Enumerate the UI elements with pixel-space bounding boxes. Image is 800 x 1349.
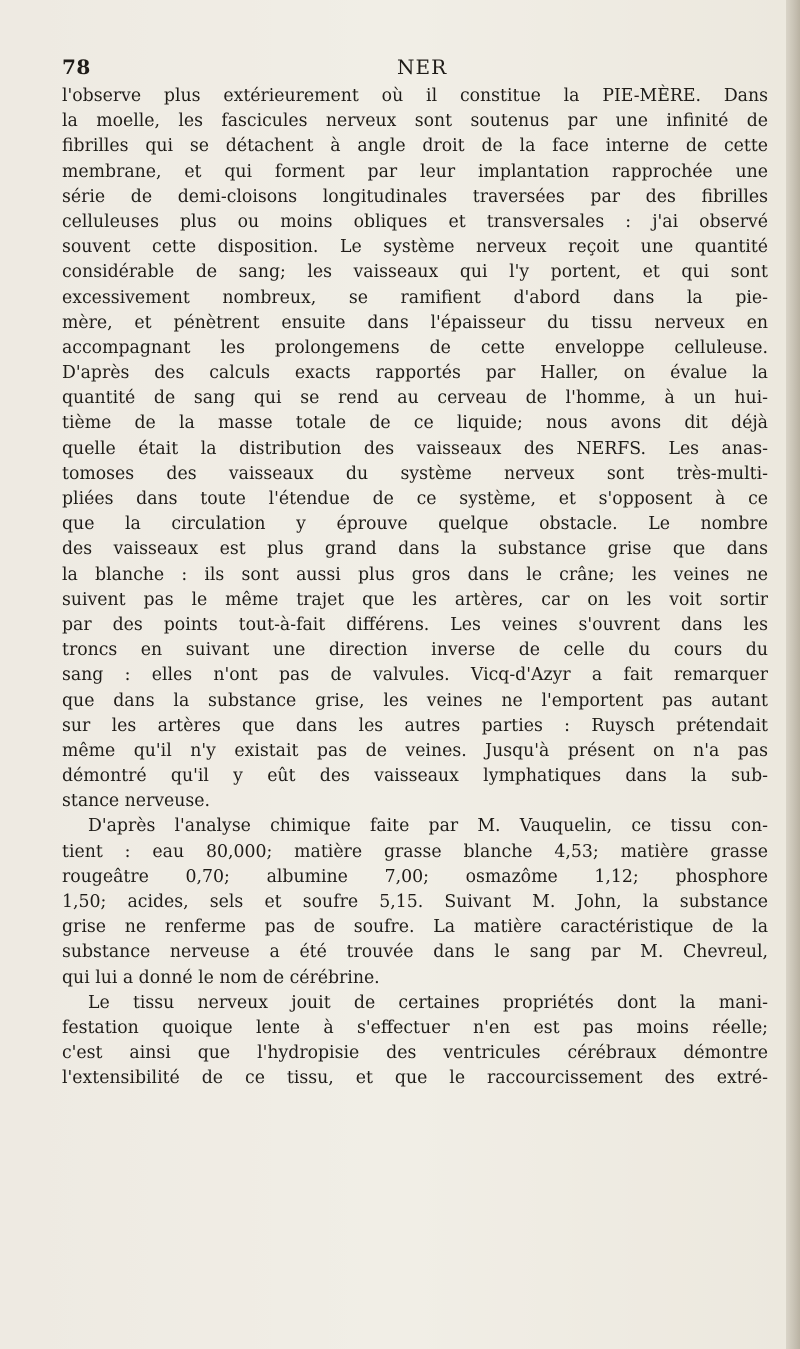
- paragraph-end-line: qui lui a donné le nom de cérébrine.: [62, 967, 380, 988]
- page-number: 78: [62, 55, 91, 79]
- text-line: accompagnant les prolongemens de cette enveloppe celluleuse.: [62, 337, 768, 358]
- text-line: c'est ainsi que l'hydropisie des ventricules cérébraux démontre: [62, 1043, 768, 1064]
- text-line: sur les artères que dans les autres parties : Ruysch prétendait: [62, 715, 768, 736]
- text-line: souvent cette disposition. Le système nerveux reçoit une quantité: [62, 237, 768, 258]
- text-line: celluleuses plus ou moins obliques et transversales : j'ai observé: [62, 211, 768, 232]
- text-line: par des points tout-à-fait différens. Les veines s'ouvrent dans les: [62, 614, 768, 635]
- text-line: festation quoique lente à s'effectuer n'en est pas moins réelle;: [62, 1017, 768, 1038]
- text-line: tomoses des vaisseaux du système nerveux sont très-multi-: [62, 463, 768, 484]
- text-line: D'après des calculs exacts rapportés par Haller, on évalue la: [62, 363, 768, 384]
- text-line: troncs en suivant une direction inverse de celle du cours du: [62, 640, 768, 661]
- text-line: démontré qu'il y eût des vaisseaux lymphatiques dans la sub-: [62, 766, 768, 787]
- running-head: NER: [397, 55, 448, 79]
- page-header: [62, 55, 762, 83]
- paragraph-start-line: Le tissu nerveux jouit de certaines propriétés dont la mani-: [88, 992, 768, 1013]
- text-line: mère, et pénètrent ensuite dans l'épaisseur du tissu nerveux en: [62, 312, 768, 333]
- paragraph-start-line: D'après l'analyse chimique faite par M. Vauquelin, ce tissu con-: [88, 816, 768, 837]
- text-line: même qu'il n'y existait pas de veines. Jusqu'à présent on n'a pas: [62, 740, 768, 761]
- text-line: suivent pas le même trajet que les artères, car on les voit sortir: [62, 589, 768, 610]
- text-line: que la circulation y éprouve quelque obstacle. Le nombre: [62, 514, 768, 535]
- paragraph-end-line: stance nerveuse.: [62, 791, 210, 812]
- text-line: grise ne renferme pas de soufre. La matière caractéristique de la: [62, 917, 768, 938]
- text-line: que dans la substance grise, les veines ne l'emportent pas autant: [62, 690, 768, 711]
- text-line: fibrilles qui se détachent à angle droit de la face interne de cette: [62, 136, 768, 157]
- text-line: rougeâtre 0,70; albumine 7,00; osmazôme 1,12; phosphore: [62, 866, 768, 887]
- text-line: tième de la masse totale de ce liquide; nous avons dit déjà: [62, 413, 768, 434]
- text-line: quantité de sang qui se rend au cerveau de l'homme, à un hui-: [62, 388, 768, 409]
- text-line: la blanche : ils sont aussi plus gros dans le crâne; les veines ne: [62, 564, 768, 585]
- text-line: quelle était la distribution des vaisseaux des NERFS. Les anas-: [62, 438, 768, 459]
- text-line: la moelle, les fascicules nerveux sont soutenus par une infinité de: [62, 111, 768, 132]
- text-line: série de demi-cloisons longitudinales traversées par des fibrilles: [62, 186, 768, 207]
- text-line: sang : elles n'ont pas de valvules. Vicq-d'Azyr a fait remarquer: [62, 665, 768, 686]
- text-line: excessivement nombreux, se ramifient d'abord dans la pie-: [62, 287, 768, 308]
- text-line: pliées dans toute l'étendue de ce système, et s'opposent à ce: [62, 489, 768, 509]
- page-edge-shadow: [786, 0, 800, 1349]
- text-line: tient : eau 80,000; matière grasse blanche 4,53; matière grasse: [62, 841, 768, 862]
- text-line: 1,50; acides, sels et soufre 5,15. Suivant M. John, la substance: [62, 892, 768, 912]
- body-text: [62, 84, 768, 1092]
- text-line: membrane, et qui forment par leur implantation rapprochée une: [62, 161, 768, 182]
- text-line: des vaisseaux est plus grand dans la substance grise que dans: [62, 539, 768, 560]
- text-line: l'observe plus extérieurement où il constitue la PIE-MÈRE. Dans: [62, 86, 768, 106]
- text-line: considérable de sang; les vaisseaux qui l'y portent, et qui sont: [62, 262, 768, 283]
- text-line: substance nerveuse a été trouvée dans le sang par M. Chevreul,: [62, 942, 768, 963]
- text-line: l'extensibilité de ce tissu, et que le raccourcissement des extré-: [62, 1068, 768, 1089]
